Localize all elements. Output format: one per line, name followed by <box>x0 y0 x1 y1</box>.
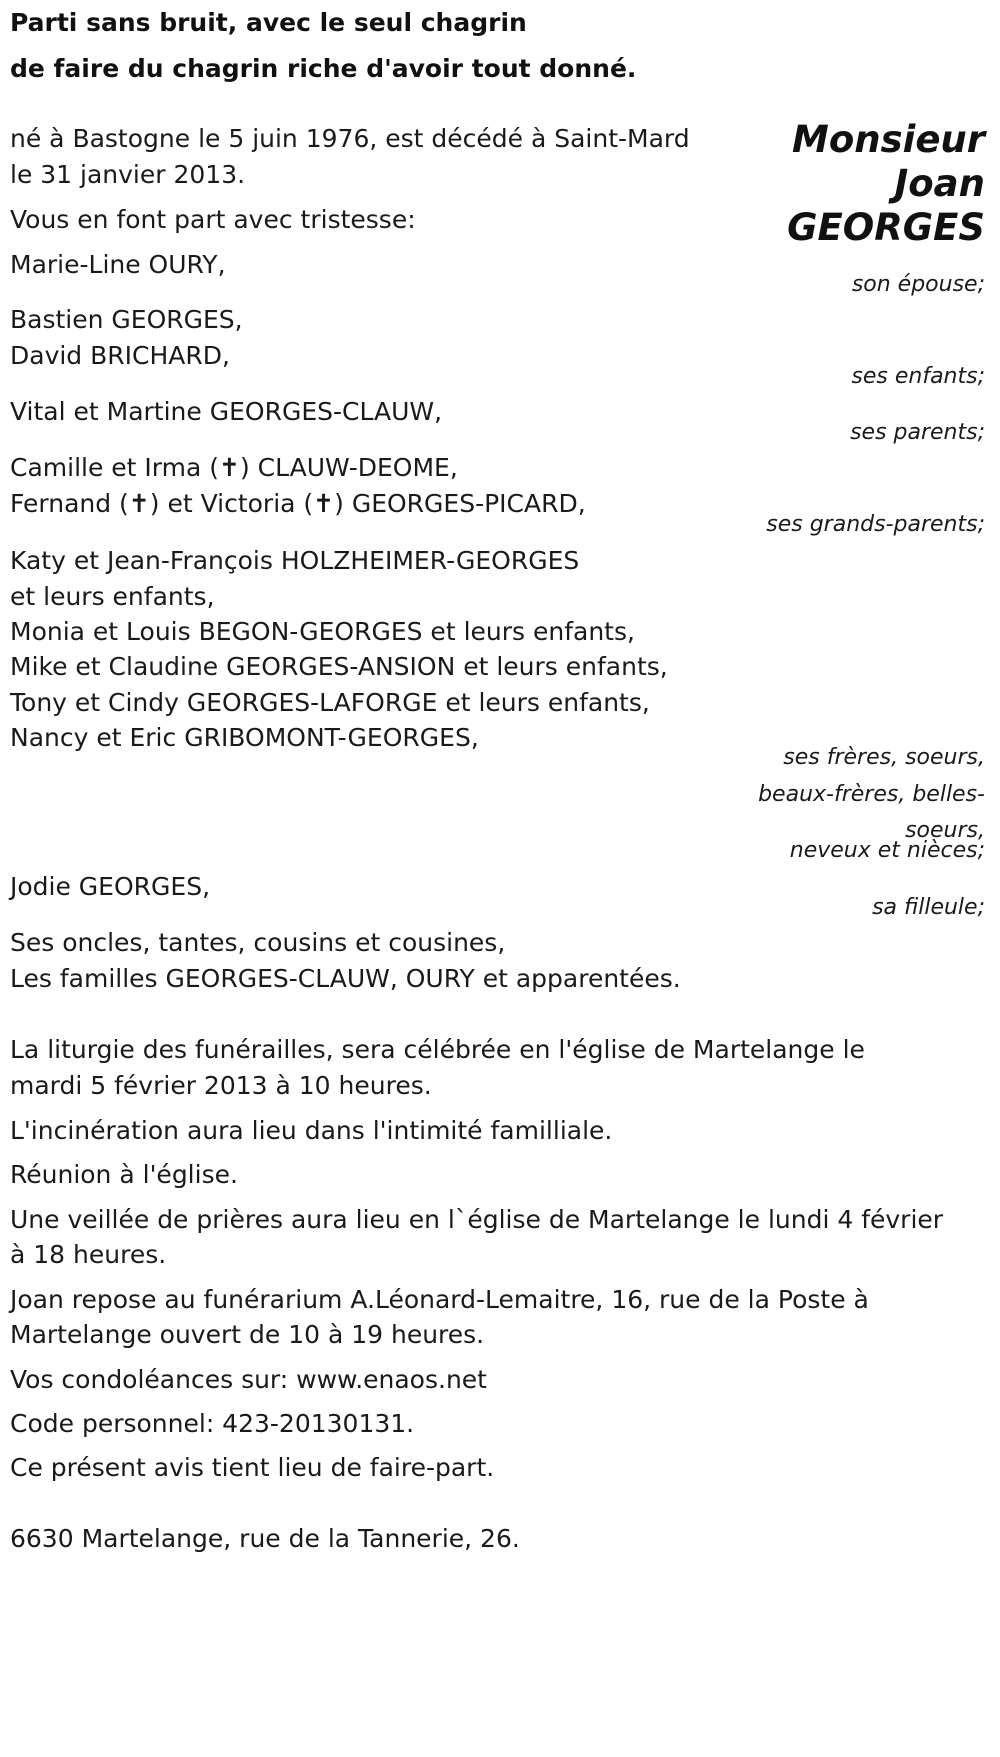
sibling-line: Tony et Cindy GEORGES-LAFORGE et leurs enfants, <box>10 688 650 717</box>
goddaughter-role: sa filleule; <box>872 895 985 920</box>
deceased-last-name: GEORGES <box>787 206 985 249</box>
sibling-line: Mike et Claudine GEORGES-ANSION et leurs enfants, <box>10 652 668 681</box>
sibling-line: Nancy et Eric GRIBOMONT-GEORGES, <box>10 723 479 752</box>
funerarium-line: Martelange ouvert de 10 à 19 heures. <box>10 1320 485 1349</box>
sibling-line: Monia et Louis BEGON-GEORGES et leurs enfants, <box>10 617 635 646</box>
extended-family-line: Ses oncles, tantes, cousins et cousines, <box>10 928 506 957</box>
epitaph-line-1: Parti sans bruit, avec le seul chagrin <box>10 8 527 37</box>
grandparents-line: Fernand (✝) et Victoria (✝) GEORGES-PICARD, <box>10 489 586 518</box>
siblings-role-line: soeurs, <box>905 818 985 843</box>
spouse-role: son épouse; <box>851 272 985 297</box>
goddaughter-name: Jodie GEORGES, <box>10 872 211 901</box>
condolences-text: Vos condoléances sur: www.enaos.net <box>10 1365 487 1394</box>
siblings-role-line: beaux-frères, belles- <box>758 782 985 807</box>
personal-code: Code personnel: 423-20130131. <box>10 1409 415 1438</box>
children-role: ses enfants; <box>851 364 985 389</box>
sibling-line: Katy et Jean-François HOLZHEIMER-GEORGES <box>10 546 580 575</box>
vigil-line: Une veillée de prières aura lieu en l`église de Martelange le lundi 4 février <box>10 1205 944 1234</box>
deceased-first-name: Joan <box>894 162 985 205</box>
liturgy-line: mardi 5 février 2013 à 10 heures. <box>10 1071 432 1100</box>
grandparents-role: ses grands-parents; <box>766 512 985 537</box>
child-name: Bastien GEORGES, <box>10 305 243 334</box>
parents-names: Vital et Martine GEORGES-CLAUW, <box>10 397 443 426</box>
liturgy-line: La liturgie des funérailles, sera célébrée en l'église de Martelange le <box>10 1035 865 1064</box>
deceased-title: Monsieur <box>792 118 985 161</box>
intro-line-3: Vous en font part avec tristesse: <box>10 205 416 234</box>
siblings-role-line: ses frères, soeurs, <box>783 745 985 770</box>
funerarium-line: Joan repose au funérarium A.Léonard-Lemaitre, 16, rue de la Poste à <box>10 1285 869 1314</box>
spouse-name: Marie-Line OURY, <box>10 250 226 279</box>
intro-line-1: né à Bastogne le 5 juin 1976, est décédé à Saint-Mard <box>10 124 690 153</box>
address: 6630 Martelange, rue de la Tannerie, 26. <box>10 1524 520 1553</box>
notice-text: Ce présent avis tient lieu de faire-part. <box>10 1453 495 1482</box>
meeting-text: Réunion à l'église. <box>10 1160 238 1189</box>
child-name: David BRICHARD, <box>10 341 230 370</box>
grandparents-line: Camille et Irma (✝) CLAUW-DEOME, <box>10 453 458 482</box>
sibling-line: et leurs enfants, <box>10 582 215 611</box>
vigil-line: à 18 heures. <box>10 1240 167 1269</box>
epitaph-line-2: de faire du chagrin riche d'avoir tout donné. <box>10 54 637 83</box>
parents-role: ses parents; <box>850 420 985 445</box>
cremation-text: L'incinération aura lieu dans l'intimité familliale. <box>10 1116 613 1145</box>
intro-line-2: le 31 janvier 2013. <box>10 160 246 189</box>
extended-family-line: Les familles GEORGES-CLAUW, OURY et apparentées. <box>10 964 681 993</box>
siblings-role-line: neveux et nièces; <box>789 838 985 863</box>
